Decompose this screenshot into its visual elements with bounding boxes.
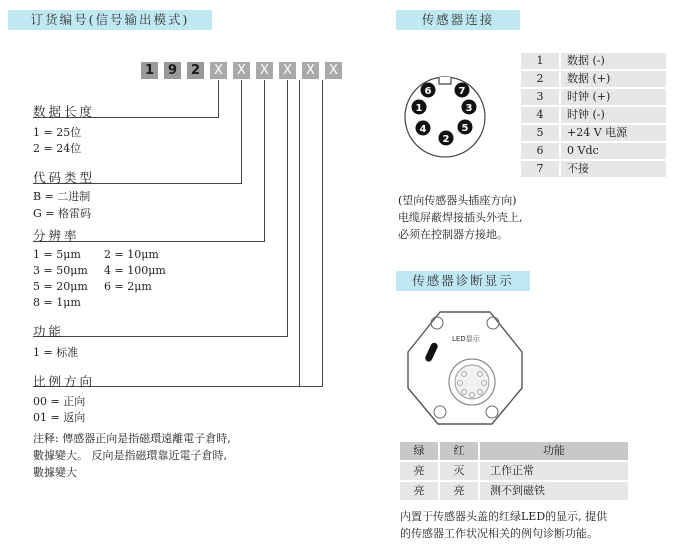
led-table-header (400, 442, 628, 460)
pin-number: 6 (521, 143, 559, 159)
section-title-direction: 比例方向 (33, 374, 96, 389)
led-label: LED显示 (452, 335, 480, 343)
pin-number: 5 (521, 125, 559, 141)
pin-number: 2 (521, 71, 559, 87)
pin-row (521, 89, 666, 105)
sensor-head-diagram (400, 306, 530, 430)
led-red-state: 亮 (440, 482, 478, 500)
note-line: 注释: 傳感器正向是指磁環遠離電子倉時, (33, 432, 231, 445)
connection-header: 传感器连接 (396, 10, 520, 30)
diagnostics-header: 传感器诊断显示 (396, 271, 530, 291)
pin-label: 6 (424, 86, 432, 97)
pin-row (521, 107, 666, 123)
connector-line (241, 80, 242, 183)
connection-note: 电缆屏蔽焊接插头外壳上, (398, 211, 523, 224)
code-x-3: X (256, 62, 273, 79)
connector-line (299, 386, 323, 387)
led-green-state: 亮 (400, 462, 438, 480)
note-line: 數據變大 (33, 466, 77, 479)
pin-label: 1 (415, 103, 423, 114)
led-green-state: 亮 (400, 482, 438, 500)
pin-label: 5 (461, 123, 469, 134)
pin-description: 0 Vdc (561, 143, 666, 159)
led-header-function: 功能 (480, 442, 628, 460)
code-x-5: X (302, 62, 319, 79)
connector-line (264, 80, 265, 241)
option: 2 = 24位 (33, 142, 82, 155)
pin-label: 7 (458, 86, 466, 97)
connector-line (218, 80, 219, 117)
pin-number: 7 (521, 161, 559, 177)
connector-line (33, 336, 288, 337)
code-digit-1: 1 (141, 62, 158, 79)
connector-line (287, 80, 288, 336)
code-x-6: X (325, 62, 342, 79)
code-x-4: X (279, 62, 296, 79)
code-digit-3: 2 (187, 62, 204, 79)
option: 1 = 25位 (33, 126, 82, 139)
connection-note: (望向传感器头插座方向) (398, 194, 517, 207)
code-x-2: X (233, 62, 250, 79)
led-table-row (400, 462, 628, 480)
note-line: 數據變大。 反向是指磁環靠近電子倉時, (33, 449, 227, 462)
option: 5 = 20μm (33, 280, 88, 293)
section-title-data-length: 数据长度 (33, 104, 96, 119)
pin-row (521, 143, 666, 159)
pin-description: 数据 (+) (561, 71, 666, 87)
pin-number: 3 (521, 89, 559, 105)
pin-row (521, 71, 666, 87)
pin-row (521, 53, 666, 69)
connector-key-notch (439, 77, 451, 84)
code-digit-2: 9 (164, 62, 181, 79)
connection-note: 必须在控制器方接地。 (398, 228, 508, 241)
section-title-code-type: 代码类型 (33, 170, 96, 185)
option: 3 = 50μm (33, 264, 88, 277)
pin-label: 3 (465, 103, 473, 114)
led-red-state: 灭 (440, 462, 478, 480)
option: 4 = 100μm (104, 264, 166, 277)
code-x-1: X (210, 62, 227, 79)
pin-number: 4 (521, 107, 559, 123)
pin-description: 时钟 (-) (561, 107, 666, 123)
pin-description: +24 V 电源 (561, 125, 666, 141)
connector-line (322, 80, 323, 386)
led-function: 测不到磁铁 (480, 482, 628, 500)
option: 2 = 10μm (104, 248, 159, 261)
option: 1 = 5μm (33, 248, 81, 261)
option: 6 = 2μm (104, 280, 152, 293)
option: 1 = 标准 (33, 346, 79, 359)
pin-description: 时钟 (+) (561, 89, 666, 105)
pin-row (521, 161, 666, 177)
led-header-red: 红 (440, 442, 478, 460)
led-function: 工作正常 (480, 462, 628, 480)
pin-description: 不接 (561, 161, 666, 177)
option: 00 = 正向 (33, 395, 86, 408)
connector-line (299, 80, 300, 386)
pin-row (521, 125, 666, 141)
section-title-resolution: 分辨率 (33, 228, 80, 243)
led-header-green: 绿 (400, 442, 438, 460)
order-code-header: 订货编号(信号输出模式) (8, 10, 212, 30)
option: B = 二进制 (33, 190, 91, 203)
section-title-function: 功能 (33, 324, 65, 339)
option: G = 格雷码 (33, 207, 91, 220)
connector-diagram (400, 72, 490, 162)
diagnostics-note: 的传感器工作状况相关的例句诊断功能。 (400, 527, 598, 540)
option: 01 = 返向 (33, 411, 86, 424)
pin-label: 4 (419, 124, 427, 135)
pin-description: 数据 (-) (561, 53, 666, 69)
diagnostics-note: 内置于传感器头盖的红绿LED的显示, 提供 (400, 510, 608, 523)
led-table-row (400, 482, 628, 500)
pin-number: 1 (521, 53, 559, 69)
option: 8 = 1μm (33, 296, 81, 309)
pin-label: 2 (442, 134, 450, 145)
